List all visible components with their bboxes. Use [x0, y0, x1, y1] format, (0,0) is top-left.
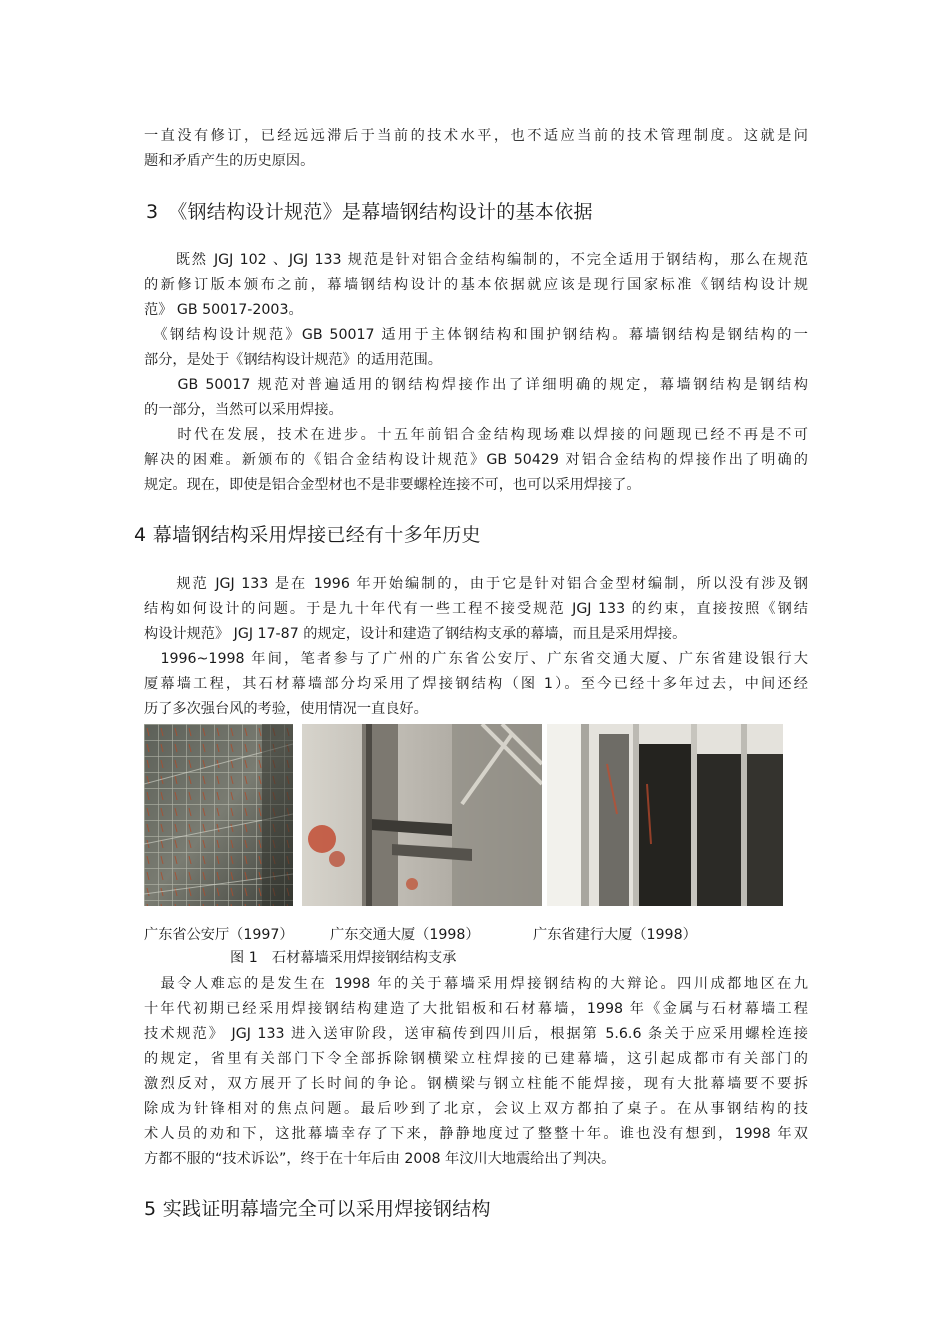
- text-line: 十年代初期已经采用焊接钢结构建造了大批铝板和石材幕墙，1998 年《金属与石材幕墙工程: [144, 1001, 808, 1017]
- text-line: 的新修订版本颁布之前，幕墙钢结构设计的基本依据就应该是现行国家标准《钢结构设计规: [144, 277, 808, 293]
- text-line: 既然 JGJ 102 、JGJ 133 规范是针对铝合金结构编制的，不完全适用于钢结构，那么在规范: [144, 252, 808, 268]
- section-3-paragraph-3: [144, 373, 808, 423]
- stone-panel-frame-image: [547, 724, 783, 906]
- photo-guangdong-ccb-building: [547, 724, 783, 906]
- text-line: 方都不服的“技术诉讼”，终于在十年后由 2008 年汶川大地震给出了判决。: [144, 1151, 616, 1167]
- text-line: 除成为针锋相对的焦点问题。最后吵到了北京，会议上双方都拍了桌子。在从事钢结构的技: [144, 1101, 808, 1117]
- photo-provincial-public-security: [144, 724, 293, 906]
- text-line: 技术规范》 JGJ 133 进入送审阶段，送审稿传到四川后，根据第 5.6.6 条关于应采用螺栓连接: [144, 1026, 808, 1042]
- section-3-paragraph-4: [144, 423, 808, 498]
- text-line: 一直没有修订，已经远远滞后于当前的技术水平，也不适应当前的技术管理制度。这就是问: [144, 128, 808, 144]
- section-5-heading: 5 实践证明幕墙完全可以采用焊接钢结构: [144, 1198, 491, 1220]
- photo-guangdong-traffic-building: [302, 724, 542, 906]
- text-line: 1996~1998 年间，笔者参与了广州的广东省公安厅、广东省交通大厦、广东省建设银行大: [144, 651, 808, 667]
- section-3-paragraph-2: [144, 323, 808, 373]
- figure-caption-3: 广东省建行大厦（1998）: [533, 927, 697, 943]
- section-3-heading: 3 《钢结构设计规范》是幕墙钢结构设计的基本依据: [146, 201, 593, 223]
- text-line: 题和矛盾产生的历史原因。: [144, 153, 315, 169]
- section-4-paragraph-2: [144, 647, 808, 722]
- text-line: 术人员的劝和下，这批幕墙幸存了下来，静静地度过了整整十年。谁也没有想到，1998 年双: [144, 1126, 808, 1142]
- text-line: 历了多次强台风的考验，使用情况一直良好。: [144, 701, 428, 717]
- text-line: 最令人难忘的是发生在 1998 年的关于幕墙采用焊接钢结构的大辩论。四川成都地区在九: [144, 976, 808, 992]
- text-line: GB 50017 规范对普遍适用的钢结构焊接作出了详细明确的规定，幕墙钢结构是钢结构: [144, 377, 808, 393]
- text-line: 的一部分，当然可以采用焊接。: [144, 402, 343, 418]
- text-line: 《钢结构设计规范》GB 50017 适用于主体钢结构和围护钢结构。幕墙钢结构是钢结构的一: [144, 327, 808, 343]
- section-4-paragraph-1: [144, 572, 808, 647]
- section-4-heading: 4 幕墙钢结构采用焊接已经有十多年历史: [134, 524, 481, 546]
- figure-caption-1: 广东省公安厅（1997）: [144, 927, 294, 943]
- steel-bracket-image: [302, 724, 542, 906]
- figure-title: 图 1 石材幕墙采用焊接钢结构支承: [230, 950, 457, 966]
- text-line: 结构如何设计的问题。于是九十年代有一些工程不接受规范 JGJ 133 的约束，直接按照《钢结: [144, 601, 808, 617]
- text-line: 部分，是处于《钢结构设计规范》的适用范围。: [144, 352, 442, 368]
- text-line: 的规定，省里有关部门下令全部拆除钢横梁立柱焊接的已建幕墙，这引起成都市有关部门的: [144, 1051, 808, 1067]
- text-line: 时代在发展，技术在进步。十五年前铝合金结构现场难以焊接的问题现已经不再是不可: [144, 427, 808, 443]
- text-line: 解决的困难。新颁布的《铝合金结构设计规范》GB 50429 对铝合金结构的焊接作出了明确的: [144, 452, 808, 468]
- scaffold-facade-image: [144, 724, 293, 906]
- text-line: 规范 JGJ 133 是在 1996 年开始编制的，由于它是针对铝合金型材编制，所以没有涉及钢: [144, 576, 808, 592]
- text-line: 规定。现在，即使是铝合金型材也不是非要螺栓连接不可，也可以采用焊接了。: [144, 477, 641, 493]
- text-line: 范》 GB 50017-2003。: [144, 302, 303, 318]
- figure-caption-2: 广东交通大厦（1998）: [330, 927, 480, 943]
- text-line: 厦幕墙工程，其石材幕墙部分均采用了焊接钢结构（图 1）。至今已经十多年过去，中间还经: [144, 676, 808, 692]
- section-3-paragraph-1: [144, 248, 808, 323]
- section-4-paragraph-3: [144, 972, 808, 1172]
- text-line: 激烈反对，双方展开了长时间的争论。钢横梁与钢立柱能不能焊接，现有大批幕墙要不要拆: [144, 1076, 808, 1092]
- intro-paragraph: [144, 124, 808, 174]
- text-line: 构设计规范》 JGJ 17-87 的规定，设计和建造了钢结构支承的幕墙，而且是采用焊接。: [144, 626, 687, 642]
